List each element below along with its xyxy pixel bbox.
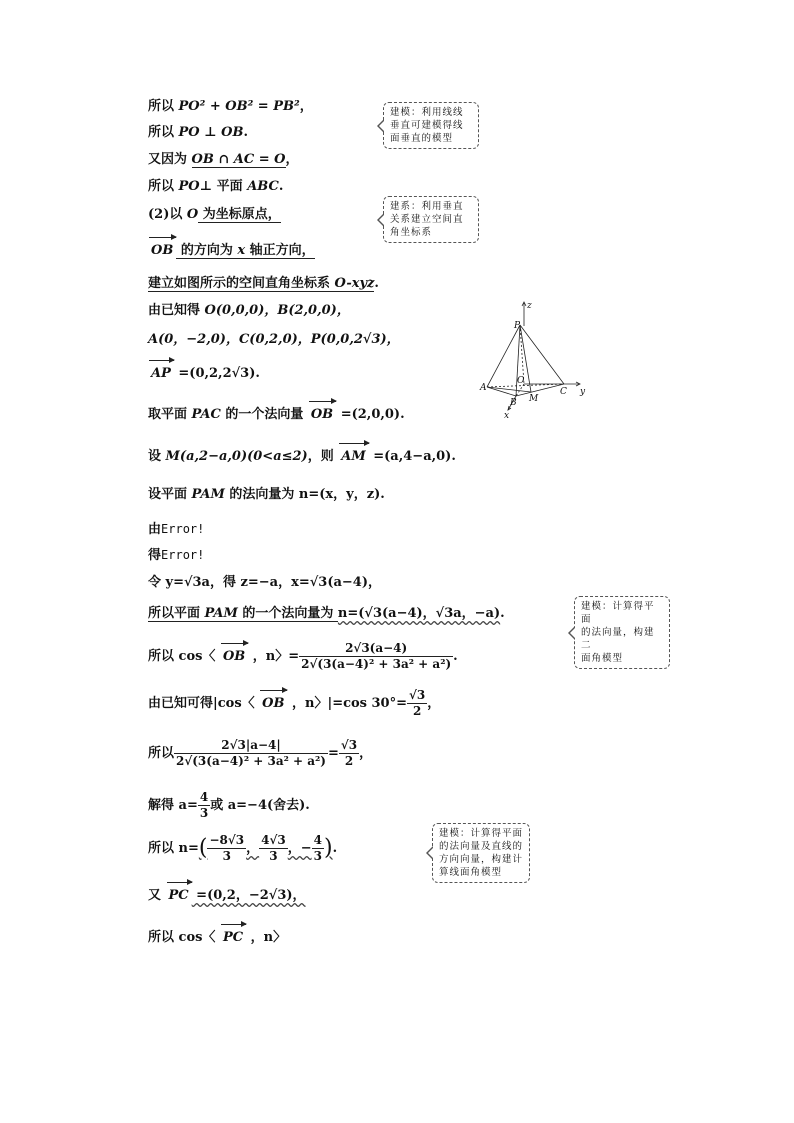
text: 建立如图所示的空间直角坐标系 [148,276,335,291]
text: 由 [148,522,162,537]
edge-am [487,387,531,392]
text: 所以 cos〈 [148,649,220,664]
numerator: 4 [313,833,322,847]
text: 所以平面 [148,606,205,621]
equation: x [237,243,246,258]
note-line: 面角模型 [581,653,624,664]
fraction [207,833,246,864]
line-error-2 [148,546,204,565]
line-intersection [148,151,299,169]
fraction [407,688,427,719]
label-b: B [510,398,517,408]
text: . [243,125,249,140]
fraction [339,738,359,769]
note-line: 垂直可建模得线 [390,120,464,131]
text: 又因为 [148,152,192,167]
vector: OB [308,406,336,424]
note-line: 建模：计算得平面 [581,601,655,625]
equation: OB ∩ AC = O [191,152,286,167]
text: 所以 [148,746,175,761]
line-cos-pc-n [148,929,286,947]
line-vector-ap [148,365,260,383]
text: 设平面 [148,487,192,502]
equation: PAM [204,606,238,621]
note-line: 建系：利用垂直 [390,201,464,212]
label-a: A [480,383,487,393]
fraction [259,833,288,864]
label-o: O [517,376,525,386]
equation: PO ⊥ OB [178,125,244,140]
line-po-perp-plane [148,178,283,196]
denominator: 3 [222,849,231,863]
numerator: 4 [199,790,209,804]
note-coordinate-system [383,196,479,243]
denominator: 3 [313,849,322,863]
text: ，则 [307,449,339,464]
paren: ) [323,835,333,861]
equation: =(0,2,2√3). [173,366,260,381]
vector: PC [220,929,246,947]
text: ， [299,99,313,114]
text: 所以 [148,179,179,194]
vector: OB [259,695,287,713]
vector: OB [220,648,248,666]
text: ，n〉|=cos 30°= [287,696,407,711]
line-solve-a [148,790,310,821]
text: 设 [148,449,166,464]
text: . [332,841,338,856]
vector: AM [338,448,368,466]
vector: AP [148,365,174,383]
text: 轴正方向， [245,243,315,258]
denominator: 2 [412,704,422,718]
text: (2)以 [148,207,187,222]
label-z: z [527,301,532,311]
vector: PC [166,887,192,905]
line-let-y [148,574,381,592]
label-x: x [504,411,510,421]
denominator: 2√(3(a−4)² + 3a² + a²) [301,657,452,671]
note-line: 算线面角模型 [439,867,503,878]
text: . [374,276,379,291]
note-line: 面垂直的模型 [390,133,454,144]
text: ，n〉= [248,649,300,664]
line-pythagoras [148,98,313,116]
pyramid-figure [476,298,600,422]
numerator: 2√3(a−4) [299,641,453,657]
text: ， [427,696,441,711]
note-line: 方向向量，构建计 [439,854,524,865]
text: 所以 cos〈 [148,930,220,945]
equation: PAC [191,407,221,422]
equation: O(0,0,0)，B(2,0,0)， [204,303,350,318]
vector: OB [148,242,176,260]
line-error-1 [148,520,204,539]
note-line: 关系建立空间直 [390,214,464,225]
text: ， [246,841,260,856]
denominator: 3 [199,806,209,820]
equation: n=(√3(a−4)，√3a，−a) [337,606,501,621]
text: 的一个法向量为 [237,606,338,621]
text: ，n〉 [246,930,287,945]
edge-pc [520,325,564,384]
equation: PAM [191,487,225,502]
text: . [500,606,505,621]
text: 的方向为 [176,243,238,258]
error-text: Error! [161,548,205,562]
text: . [278,179,284,194]
text: ，− [287,841,312,856]
line-vector-pc [148,887,306,905]
numerator: 2√3|a−4| [174,738,328,754]
equation: PO [178,179,200,194]
equation: 令 y=√3a，得 z=−a，x=√3(a−4)， [148,575,381,590]
text: ， [285,152,299,167]
line-n-vector [148,833,337,864]
fraction [198,790,210,821]
text: 所以 [148,99,179,114]
edge-pa [487,325,520,387]
text: . [453,649,458,664]
line-x-axis [148,242,315,260]
denominator: 2 [344,754,354,768]
text: 所以 [148,125,179,140]
equation: ABC [247,179,279,194]
numerator: −8√3 [209,833,245,847]
note-model-line-plane [383,102,479,149]
fraction [174,738,328,769]
text: 由已知得 [148,303,205,318]
error-text: Error! [161,522,205,536]
label-y: y [580,387,586,397]
label-c: C [560,387,567,397]
text: 解得 a= [148,798,198,813]
text: 为坐标原点， [198,207,281,222]
line-normal-pam [148,605,505,623]
equation: =(2,0,0). [336,407,405,422]
text: 或 a=−4(舍去). [210,798,310,813]
numerator: √3 [409,688,426,702]
note-line: 建模：利用线线 [390,107,464,118]
line-equation-a [148,738,372,769]
line-cos30 [148,688,440,719]
note-line: 的法向量，构建二 [581,627,655,651]
line-normal-pam-def [148,486,385,504]
equation: PO² + OB² = PB² [178,99,300,114]
text: = [327,746,339,761]
note-dihedral-angle [574,596,670,669]
fraction [299,641,453,672]
label-p: P [514,321,521,331]
note-line: 建模：计算得平面 [439,828,524,839]
equation: =(a,4−a,0). [368,449,456,464]
label-m: M [529,394,539,404]
denominator: 2√(3(a−4)² + 3a² + a²) [176,754,326,768]
note-line-plane-angle [432,823,530,883]
line-points-apc [148,331,400,349]
paren: ( [198,835,208,861]
note-line: 的法向量及直线的 [439,841,524,852]
line-known-points [148,302,350,320]
line-origin [148,206,281,224]
line-cos-ob-n [148,641,458,672]
equation: O-xyz [334,276,375,291]
note-line: 角坐标系 [390,227,433,238]
equation: O [186,207,199,222]
text: 所以 n= [148,841,199,856]
text: ⊥ 平面 [199,179,248,194]
numerator: 4√3 [261,833,286,847]
line-coord-system [148,275,379,293]
numerator: √3 [340,738,358,752]
text: 由已知可得|cos〈 [148,696,260,711]
text: 取平面 [148,407,192,422]
denominator: 3 [269,849,278,863]
line-normal-pac [148,406,405,424]
text: ， [359,746,373,761]
text: 得 [148,548,162,563]
text: 的法向量为 n=(x，y，z). [224,487,385,502]
line-po-perp-ob [148,124,248,142]
fraction [312,833,324,864]
line-point-m [148,448,456,466]
text: 的一个法向量 [220,407,308,422]
equation: =(0,2，−2√3)， [191,888,306,903]
equation: A(0，−2,0)，C(0,2,0)，P(0,0,2√3)， [148,332,400,347]
text: 又 [148,888,166,903]
equation: M(a,2−a,0)(0<a≤2) [165,449,308,464]
